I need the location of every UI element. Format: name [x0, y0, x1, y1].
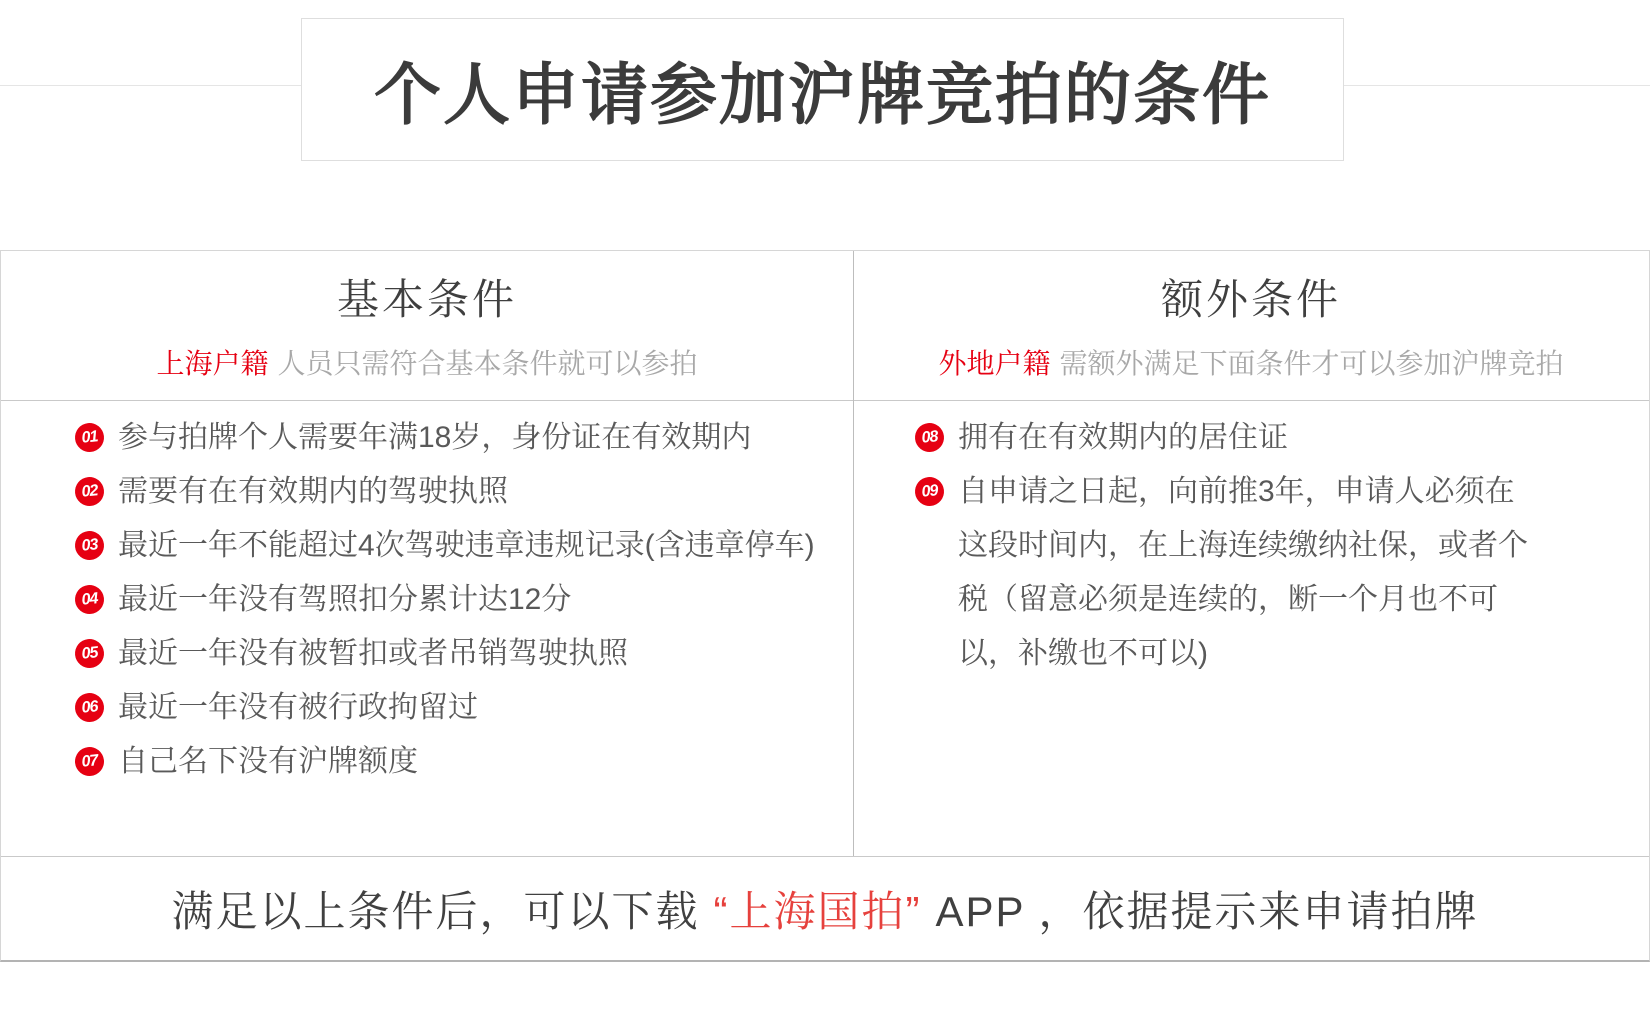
- list-item: [75, 465, 853, 519]
- item-text: 最近一年没有驾照扣分累计达12分: [118, 583, 572, 616]
- footer-suffix: APP ，依据提示来申请拍牌: [935, 887, 1479, 935]
- footer-app-name: “上海国拍”: [713, 887, 922, 935]
- list-item: [915, 411, 1649, 465]
- item-number-badge: 01: [74, 422, 106, 454]
- extra-conditions-list: [853, 401, 1649, 681]
- column-divider: [853, 251, 854, 857]
- basic-conditions-subtitle: [1, 342, 853, 382]
- extra-conditions-title: 额外条件: [1160, 276, 1341, 323]
- basic-conditions-column: [1, 401, 853, 857]
- item-text: 最近一年没有被行政拘留过: [118, 691, 478, 724]
- item-text: 拥有在有效期内的居住证: [958, 421, 1288, 454]
- list-item: [915, 465, 1649, 681]
- basic-conditions-header: [1, 251, 853, 400]
- item-number-badge: 09: [914, 476, 946, 508]
- extra-subtitle-text: 需额外满足下面条件才可以参加沪牌竞拍: [1059, 348, 1564, 379]
- item-number-badge: 02: [74, 476, 106, 508]
- column-headers: [1, 251, 1649, 401]
- basic-conditions-list: [1, 401, 853, 789]
- item-text: 最近一年没有被暂扣或者吊销驾驶执照: [118, 637, 628, 670]
- list-item: [75, 735, 853, 789]
- item-text: 参与拍牌个人需要年满18岁，身份证在有效期内: [118, 421, 752, 454]
- conditions-body: [1, 401, 1649, 857]
- item-number-badge: 04: [74, 584, 106, 616]
- footer-prefix: 满足以上条件后，可以下载: [171, 887, 700, 935]
- page-title-box: [301, 18, 1344, 161]
- extra-conditions-column: [853, 401, 1649, 857]
- item-number-badge: 05: [74, 638, 106, 670]
- item-text: 需要有在有效期内的驾驶执照: [118, 475, 508, 508]
- shanghai-hukou-highlight: 上海户籍: [156, 348, 269, 379]
- list-item: [75, 411, 853, 465]
- item-number-badge: 07: [74, 746, 106, 778]
- item-text: 自己名下没有沪牌额度: [118, 745, 418, 778]
- footer-note: [1, 856, 1649, 960]
- nonlocal-hukou-highlight: 外地户籍: [938, 348, 1051, 379]
- list-item: [75, 627, 853, 681]
- item-number-badge: 06: [74, 692, 106, 724]
- list-item: [75, 681, 853, 735]
- conditions-panel: [0, 250, 1650, 962]
- item-number-badge: 03: [74, 530, 106, 562]
- extra-conditions-header: [853, 251, 1649, 400]
- item-text: 最近一年不能超过4次驾驶违章违规记录(含违章停车): [118, 529, 815, 562]
- item-number-badge: 08: [914, 422, 946, 454]
- page-title: 个人申请参加沪牌竞拍的条件: [374, 57, 1271, 133]
- list-item: [75, 519, 853, 573]
- list-item: [75, 573, 853, 627]
- extra-conditions-subtitle: [853, 342, 1649, 382]
- item-text: 自申请之日起，向前推3年，申请人必须在这段时间内，在上海连续缴纳社保，或者个税（留意必须是连续的，断一个月也不可以，补缴也不可以): [958, 475, 1528, 670]
- basic-subtitle-text: 人员只需符合基本条件就可以参拍: [277, 348, 698, 379]
- basic-conditions-title: 基本条件: [336, 276, 517, 323]
